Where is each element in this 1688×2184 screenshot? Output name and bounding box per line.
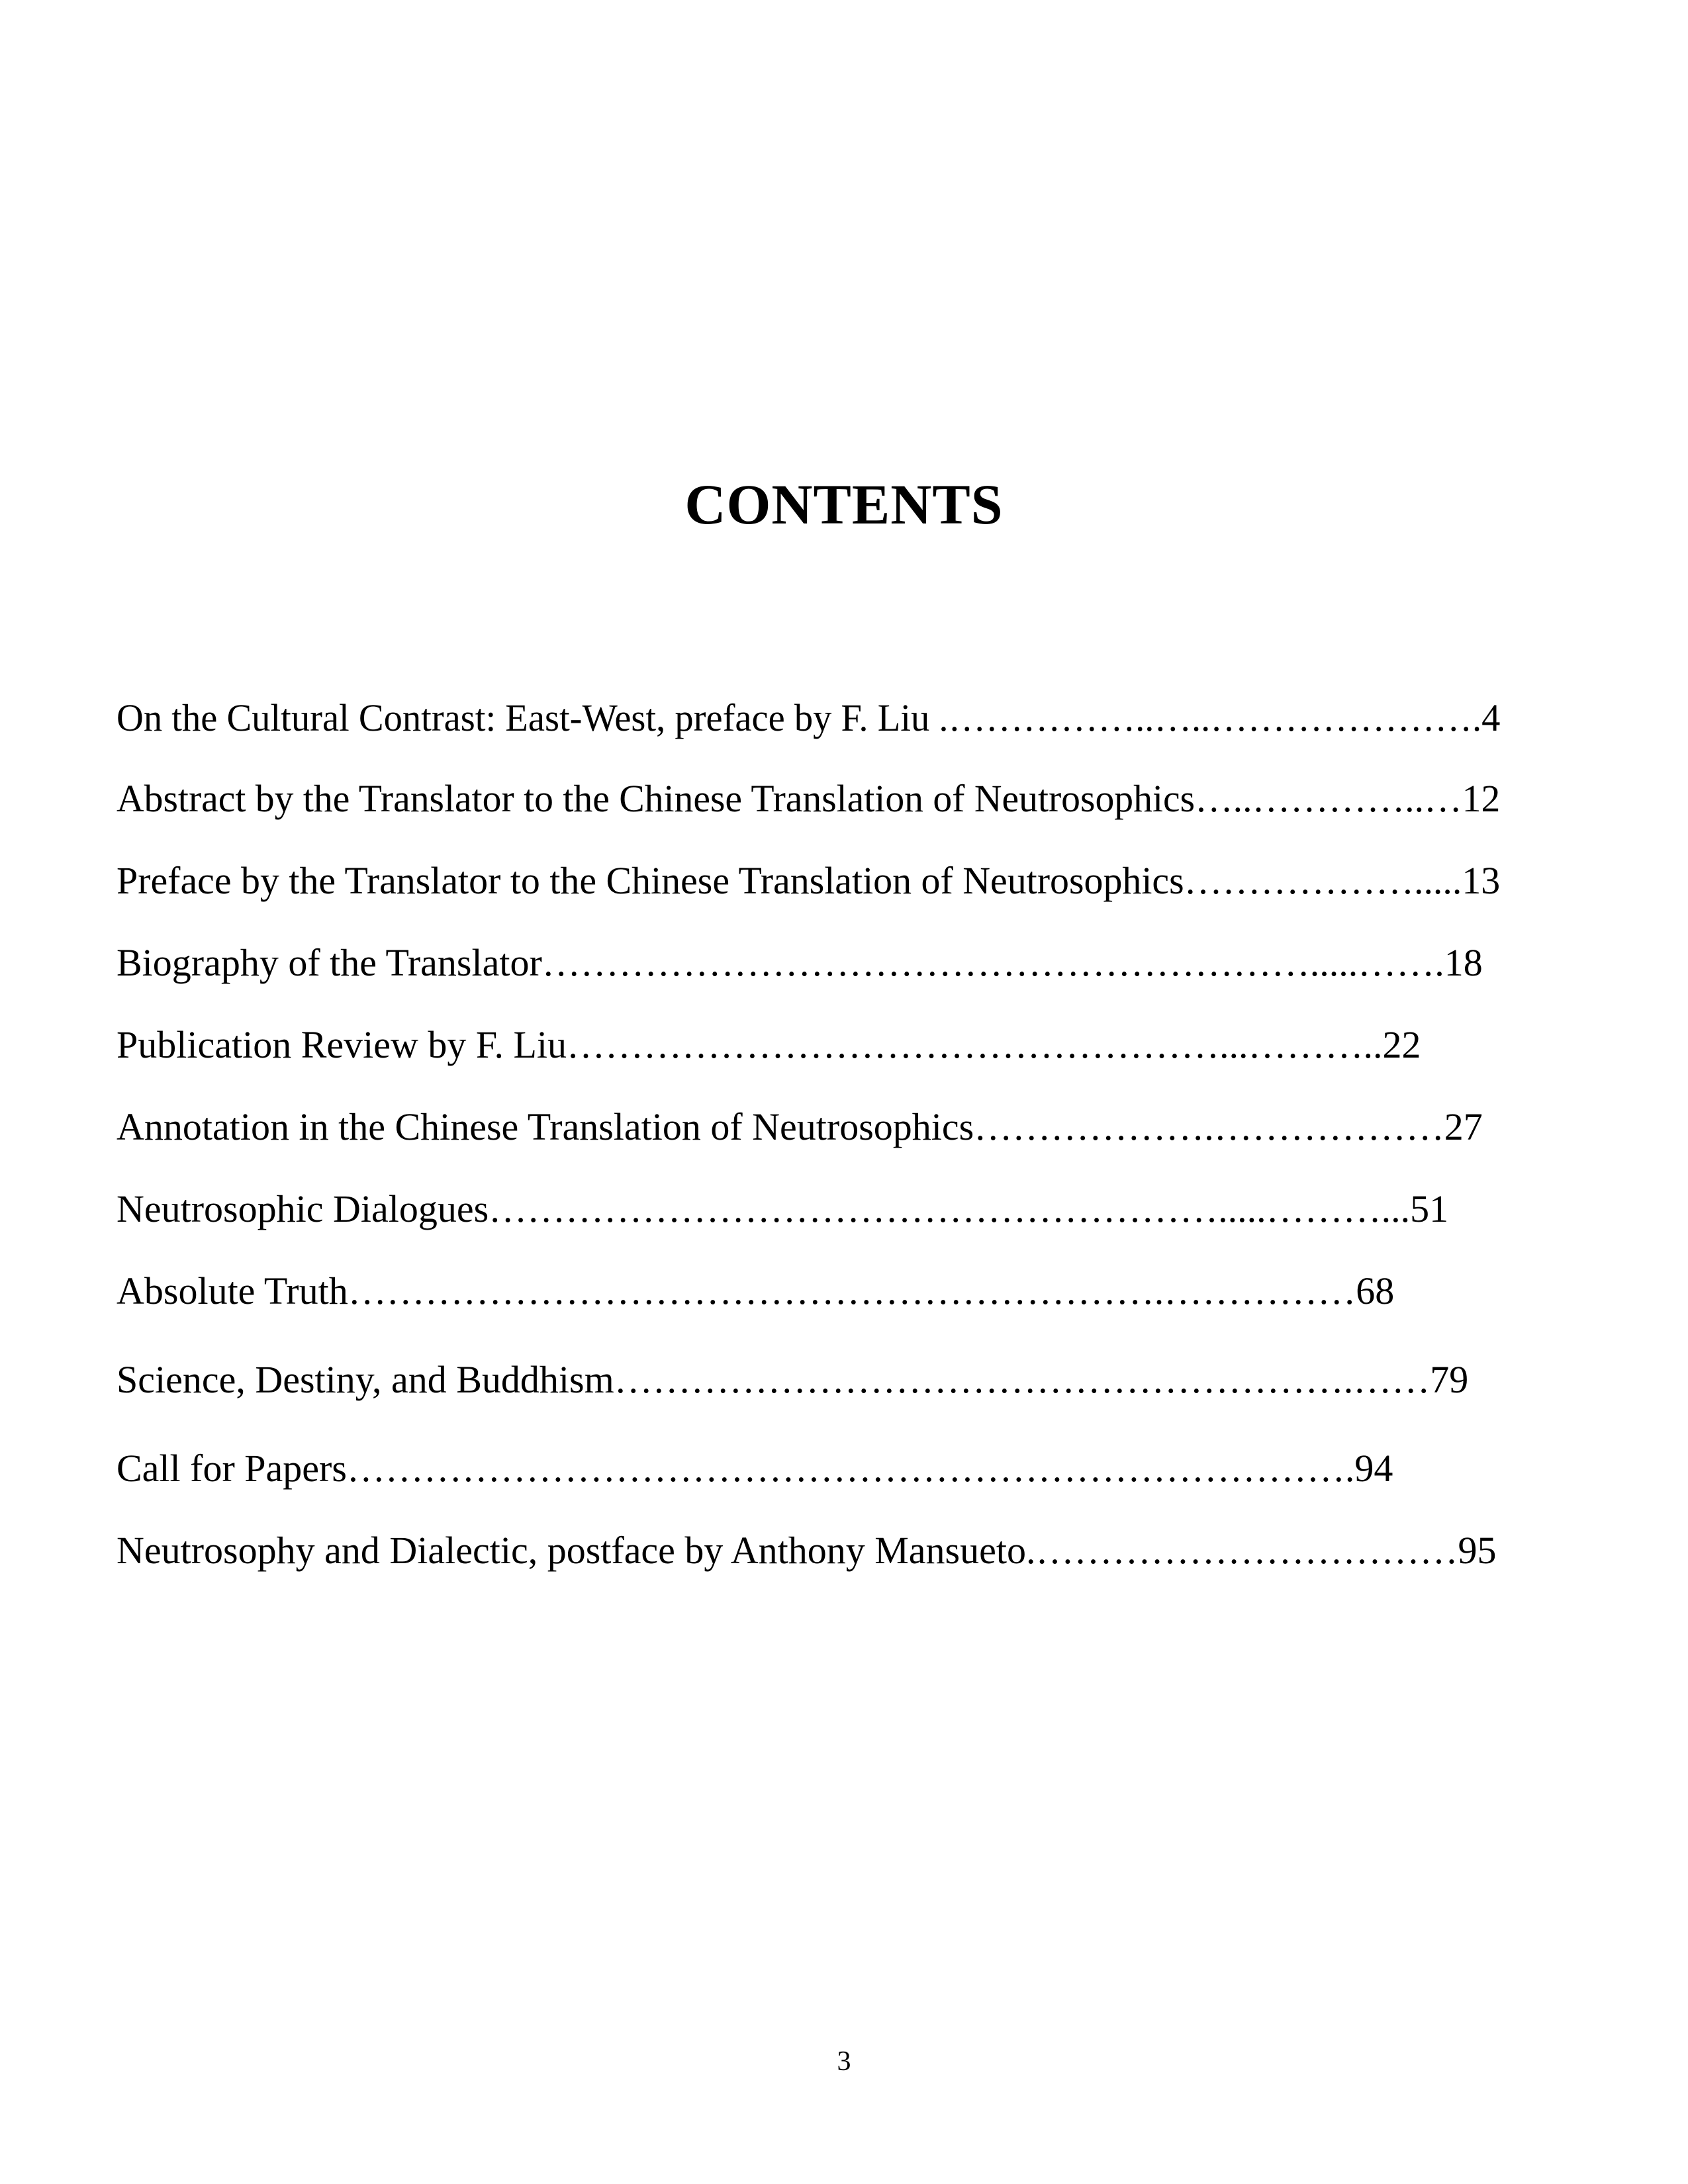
toc-entry-biography: Biography of the Translator…………………………………………………….....…….18	[117, 941, 1483, 984]
toc-entry-abstract: Abstract by the Translator to the Chinese Translation of Neutrosophics…..…………..…12	[117, 777, 1501, 820]
toc-entry-science-destiny: Science, Destiny, and Buddhism………………………………………………….……79	[117, 1358, 1469, 1401]
toc-entry-absolute-truth: Absolute Truth……………………………………………………….……………68	[117, 1269, 1395, 1312]
toc-entry-postface: Neutrosophy and Dialectic, postface by Anthony Mansueto.……………………………95	[117, 1529, 1497, 1572]
toc-entry-annotation: Annotation in the Chinese Translation of Neutrosophics……………….………………27	[117, 1105, 1483, 1148]
toc-entry-dialogues: Neutrosophic Dialogues………………………………………………….....………...51	[117, 1187, 1449, 1230]
toc-entry-preface: Preface by the Translator to the Chinese Translation of Neutrosophics……………….....13	[117, 859, 1501, 902]
toc-entry-cultural-contrast: On the Cultural Contrast: East-West, preface by F. Liu .……………..…..………………….4	[117, 696, 1501, 739]
page-title: CONTENTS	[684, 473, 1004, 536]
toc-entry-publication-review: Publication Review by F. Liu……………………………………………...………..22	[117, 1023, 1421, 1066]
page-number: 3	[837, 2046, 851, 2077]
toc-entry-call-for-papers: Call for Papers…………………………………………………………………….94	[117, 1447, 1393, 1490]
